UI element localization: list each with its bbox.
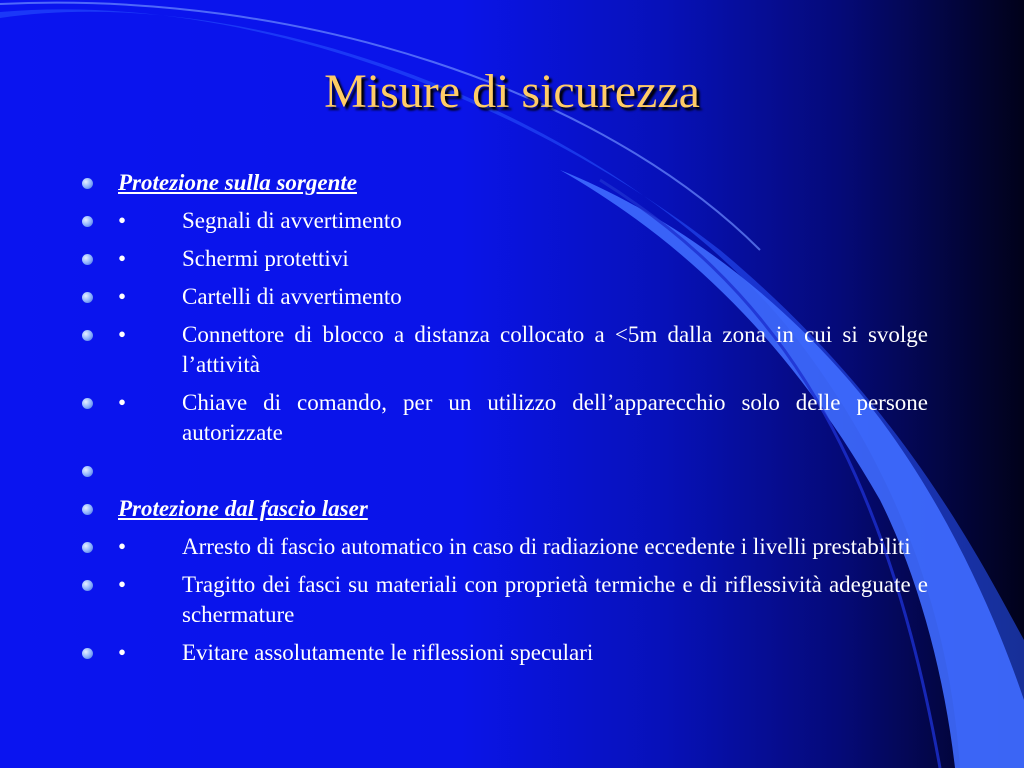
list-item	[76, 638, 928, 668]
list-item	[76, 206, 928, 236]
list-item-text: Segnali di avvertimento	[182, 208, 402, 233]
sub-bullet-glyph: •	[118, 534, 127, 559]
list-item-text: Tragitto dei fasci su materiali con proprietà termiche e di riflessività adeguate e schermature	[182, 572, 928, 627]
sub-bullet-glyph: •	[118, 390, 127, 415]
list-item	[76, 570, 928, 630]
list-item-text: Connettore di blocco a distanza collocato a <5m dalla zona in cui si svolge l’attività	[182, 322, 928, 377]
bullet-icon	[82, 330, 93, 341]
list-item-heading-beam	[76, 494, 928, 524]
bullet-icon	[82, 466, 93, 477]
bullet-icon	[82, 398, 93, 409]
bullet-icon	[82, 580, 93, 591]
sub-bullet-glyph: •	[118, 284, 127, 309]
sub-bullet-glyph: •	[118, 572, 127, 597]
sub-bullet-glyph: •	[118, 246, 127, 271]
list-item	[76, 320, 928, 380]
bullet-icon	[82, 254, 93, 265]
list-item	[76, 282, 928, 312]
bullet-icon	[82, 292, 93, 303]
list-item-text: Schermi protettivi	[182, 246, 349, 271]
bullet-icon	[82, 216, 93, 227]
list-item-text: Chiave di comando, per un utilizzo dell’apparecchio solo delle persone autorizzate	[182, 390, 928, 445]
bullet-icon	[82, 648, 93, 659]
section-heading: Protezione dal fascio laser	[118, 496, 368, 521]
sub-bullet-glyph: •	[118, 208, 127, 233]
bullet-icon	[82, 542, 93, 553]
list-item	[76, 532, 928, 562]
slide-title: Misure di sicurezza	[324, 65, 700, 118]
list-item-text: Cartelli di avvertimento	[182, 284, 402, 309]
bullet-icon	[82, 504, 93, 515]
section-heading: Protezione sulla sorgente	[118, 170, 357, 195]
sub-bullet-glyph: •	[118, 640, 127, 665]
list-item	[76, 388, 928, 448]
list-item-text: Evitare assolutamente le riflessioni speculari	[182, 640, 594, 665]
bullet-list	[76, 168, 928, 668]
list-item	[76, 244, 928, 274]
list-item-text: Arresto di fascio automatico in caso di radiazione eccedente i livelli prestabiliti	[182, 534, 911, 559]
list-item-empty	[76, 456, 928, 486]
list-item-heading-source	[76, 168, 928, 198]
bullet-icon	[82, 178, 93, 189]
sub-bullet-glyph: •	[118, 322, 127, 347]
